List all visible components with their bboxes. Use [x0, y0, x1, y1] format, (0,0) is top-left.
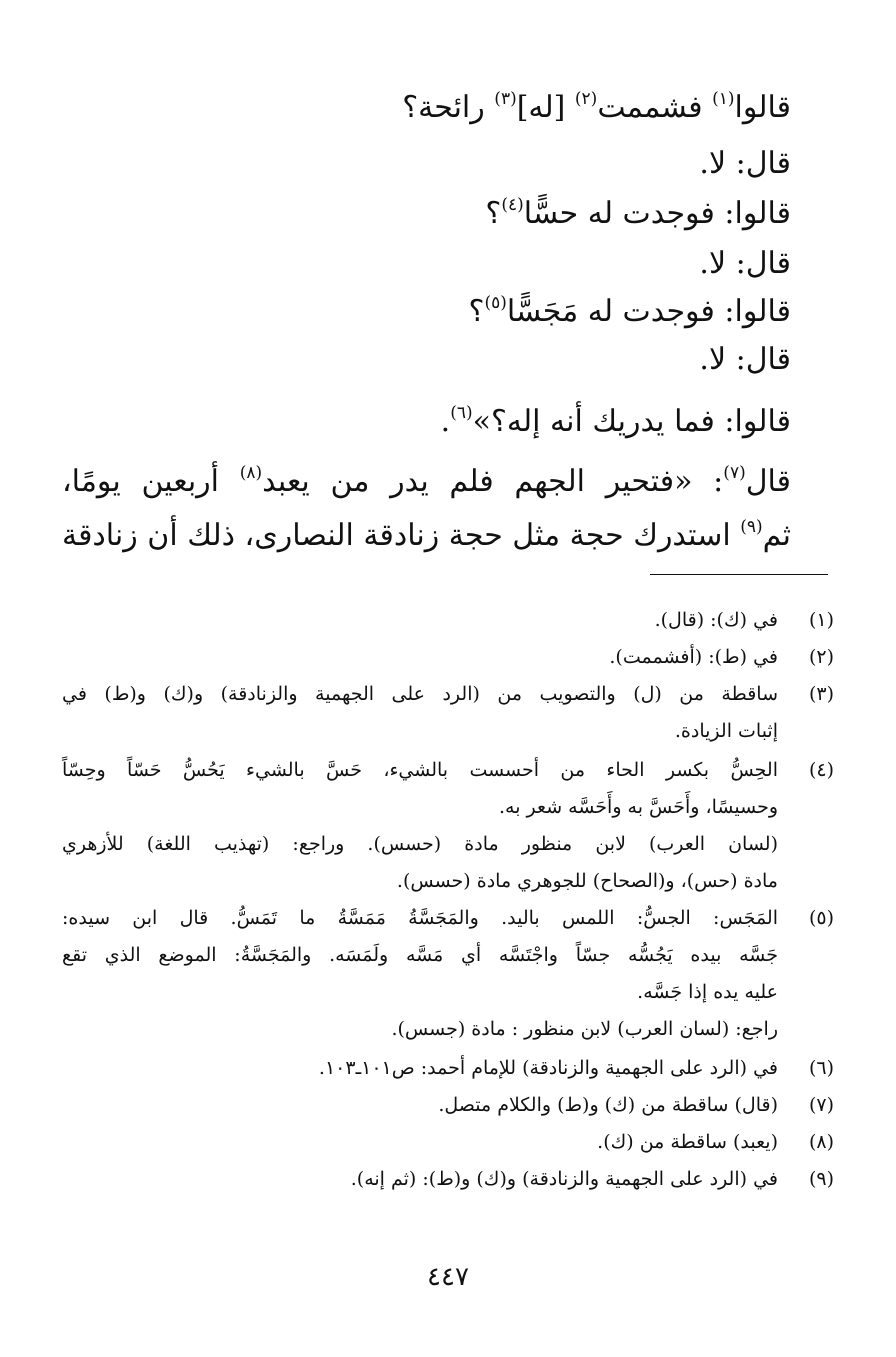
main-text-line-7: قالوا: فما يدريك أنه إله؟»$^{(٦)}$. — [440, 403, 791, 439]
footnote-6 — [62, 1050, 834, 1087]
footnote-text: ساقطة من (ل) والتصويب من (الرد على الجهمية والزنادقة) و(ك) و(ط) في — [62, 683, 778, 705]
footnote-text: (قال) ساقطة من (ك) و(ط) والكلام متصل. — [438, 1094, 778, 1116]
footnote-ref: (٧) — [723, 463, 746, 483]
main-text-line-8: قال$^{(٧)}$: «فتحير الجهم فلم يدر من يعبد$^{(٨)}$ أربعين يومًا، — [62, 463, 791, 499]
footnote-ref: (٣) — [494, 89, 517, 109]
footnote-number: (٩) — [808, 1168, 834, 1190]
footnote-text: في (الرد على الجهمية والزنادقة) و(ك) و(ط): (ثم إنه). — [350, 1168, 778, 1190]
footnote-text: في (ط): (أفشممت). — [609, 646, 778, 668]
footnote-7 — [62, 1087, 834, 1124]
footnote-text: راجع: (لسان العرب) لابن منظور : مادة (جسس). — [391, 1018, 778, 1040]
footnote-ref: (١) — [712, 89, 735, 109]
footnote-number: (٧) — [808, 1094, 834, 1116]
footnote-separator — [650, 574, 828, 575]
footnote-text: عليه يده إذا جَسَّه. — [637, 981, 778, 1003]
footnote-4 — [62, 752, 834, 900]
footnote-2 — [62, 639, 834, 676]
main-text-line-9: ثم$^{(٩)}$ استدرك حجة مثل حجة زنادقة النصارى، ذلك أن زنادقة — [62, 517, 791, 553]
footnote-text: جَسَّه بيده يَجُسُّه جسّاً واجْتَسَّه أي مَسَّه ولَمَسَه. والمَجَسَّةُ: الموضع الذي تقع — [62, 944, 778, 966]
footnote-ref: (٦) — [450, 403, 473, 423]
footnote-text: في (الرد على الجهمية والزنادقة) للإمام أحمد: ص١٠١ـ١٠٣. — [318, 1057, 778, 1079]
footnote-text: في (ك): (قال). — [654, 609, 778, 631]
main-text-line-6: قال: لا. — [699, 342, 791, 377]
footnote-number: (٨) — [808, 1131, 834, 1153]
footnote-number: (٣) — [808, 683, 834, 705]
main-text-line-1: قالوا$^{(١)}$ فشممت$^{(٢)}$ [له]$^{(٣)}$ رائحة؟ — [402, 89, 791, 125]
footnote-number: (٥) — [808, 907, 834, 929]
footnote-8 — [62, 1124, 834, 1161]
footnote-number: (٦) — [808, 1057, 834, 1079]
footnote-text: مادة (حس)، و(الصحاح) للجوهري مادة (حسس). — [396, 870, 778, 892]
footnote-1 — [62, 602, 834, 639]
main-text-line-4: قال: لا. — [699, 246, 791, 281]
footnote-number: (١) — [808, 609, 834, 631]
footnote-ref: (٩) — [740, 517, 763, 537]
footnote-text: (يعبد) ساقطة من (ك). — [597, 1131, 778, 1153]
footnote-text: إثبات الزيادة. — [674, 720, 778, 742]
footnote-number: (٢) — [808, 646, 834, 668]
footnote-number: (٤) — [808, 759, 834, 781]
footnote-ref: (٨) — [239, 463, 263, 483]
footnote-text: وحسيسًا، وأَحَسَّ به وأَحَسَّه شعر به. — [499, 796, 778, 818]
footnote-ref: (٥) — [484, 293, 507, 313]
footnote-text: الحِسُّ بكسر الحاء من أحسست بالشيء، حَسَّ بالشيء يَحُسُّ حَسّاً وحِسّاً — [62, 759, 778, 781]
main-text-line-5: قالوا: فوجدت له مَجَسًّا$^{(٥)}$؟ — [468, 293, 791, 329]
footnote-text: (لسان العرب) لابن منظور مادة (حسس). وراجع: (تهذيب اللغة) للأزهري — [62, 833, 778, 855]
page-number: ٤٤٧ — [427, 1262, 469, 1292]
footnote-3 — [62, 676, 834, 750]
footnote-5 — [62, 900, 834, 1048]
footnote-ref: (٢) — [574, 89, 598, 109]
main-text-line-3: قالوا: فوجدت له حسًّا$^{(٤)}$؟ — [485, 195, 791, 231]
footnote-text: المَجَس: الجسُّ: اللمس باليد. والمَجَسَّةُ مَمَسَّةُ ما تَمَسُّ. قال ابن سيده: — [62, 907, 778, 929]
footnote-ref: (٤) — [501, 195, 524, 215]
footnote-9 — [62, 1161, 834, 1198]
main-text-line-2: قال: لا. — [699, 146, 791, 181]
